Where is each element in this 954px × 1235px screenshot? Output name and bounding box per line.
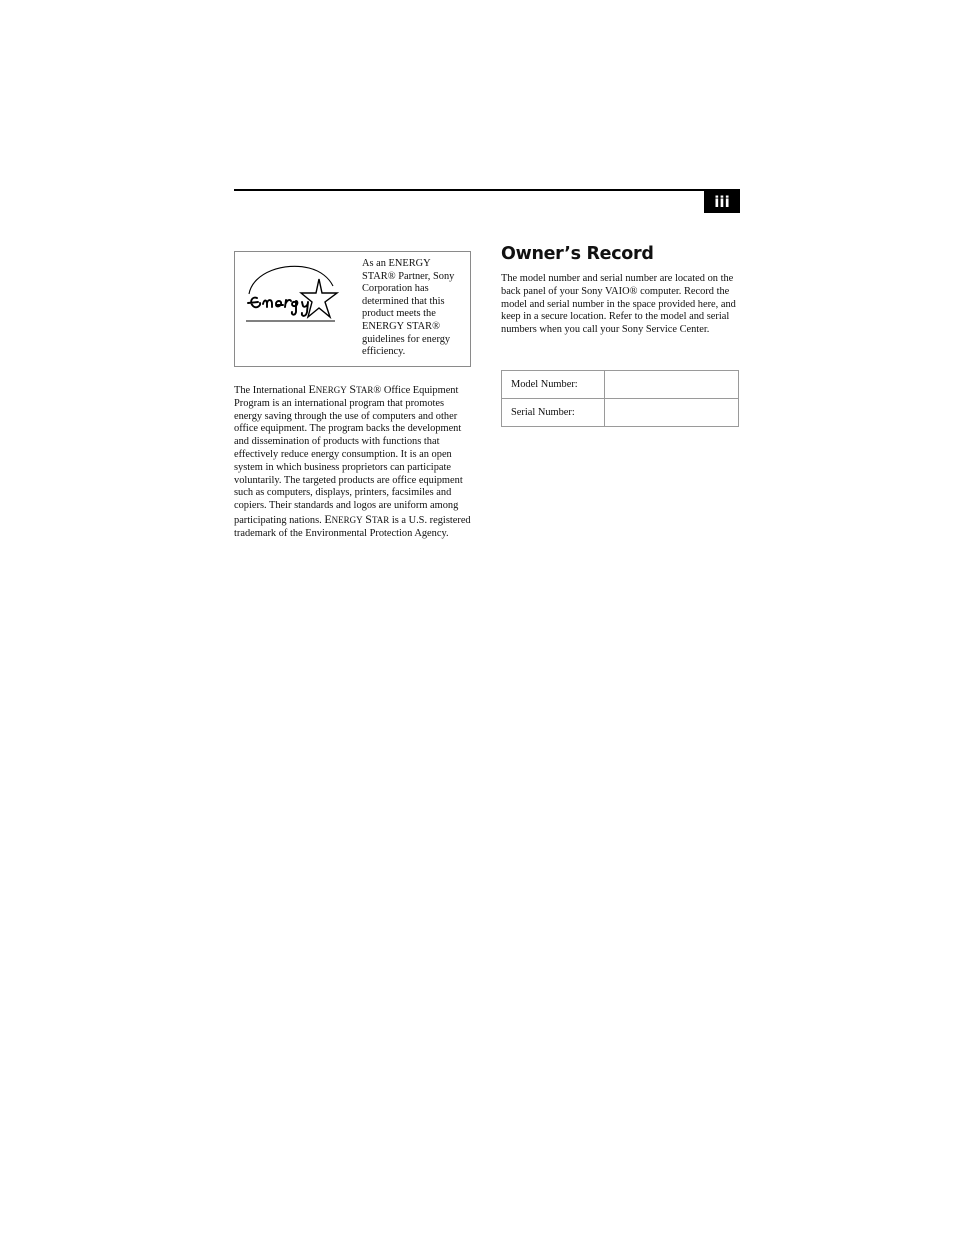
header-rule <box>234 189 740 191</box>
energy-star-program-paragraph <box>234 383 474 541</box>
small-cap-s: S <box>365 511 372 526</box>
model-number-field[interactable] <box>605 371 739 399</box>
owners-record-paragraph: The model number and serial number are located on the back panel of your Sony VAIO® computer. Record the model and serial number in the space provided here, and keep in a secure location. Refer to the model and serial numbers when you call your Sony Service Center. <box>501 273 736 336</box>
small-cap-nergy: NERGY <box>331 514 363 525</box>
table-row <box>502 371 739 399</box>
serial-number-label: Serial Number: <box>502 399 605 427</box>
small-cap-tar: TAR <box>356 385 374 395</box>
small-cap-tar: TAR <box>371 514 390 525</box>
program-text-3: is a U.S. registered trademark of the Environmental Protection Agency. <box>234 514 471 539</box>
serial-number-field[interactable] <box>605 399 739 427</box>
small-cap-nergy: NERGY <box>315 385 347 395</box>
model-number-label: Model Number: <box>502 371 605 399</box>
energy-star-box <box>234 251 471 367</box>
energy-star-statement: As an ENERGY STAR® Partner, Sony Corporation has determined that this product meets the ENERGY STAR® guidelines for energy efficiency. <box>362 258 455 358</box>
small-cap-e: E <box>324 511 332 526</box>
program-text-1: The International <box>234 385 309 396</box>
page-number: iii <box>704 191 740 213</box>
energy-star-logo <box>243 260 339 326</box>
small-cap-e: E <box>308 382 316 396</box>
owners-record-table <box>501 370 739 427</box>
program-text-2: ® Office Equipment Program is an international program that promotes energy saving through the use of computers and other office equipment. The program backs the development and dissemination of products with functions that effectively reduce energy consumption. It is an open system in which business proprietors can participate voluntarily. The targeted products are office equipment such as computers, displays, printers, facsimiles and copiers. Their standards and logos are uniform among participating nations. <box>234 385 463 526</box>
owners-record-heading: Owner’s Record <box>501 244 654 264</box>
small-cap-s: S <box>349 382 357 396</box>
table-row <box>502 399 739 427</box>
